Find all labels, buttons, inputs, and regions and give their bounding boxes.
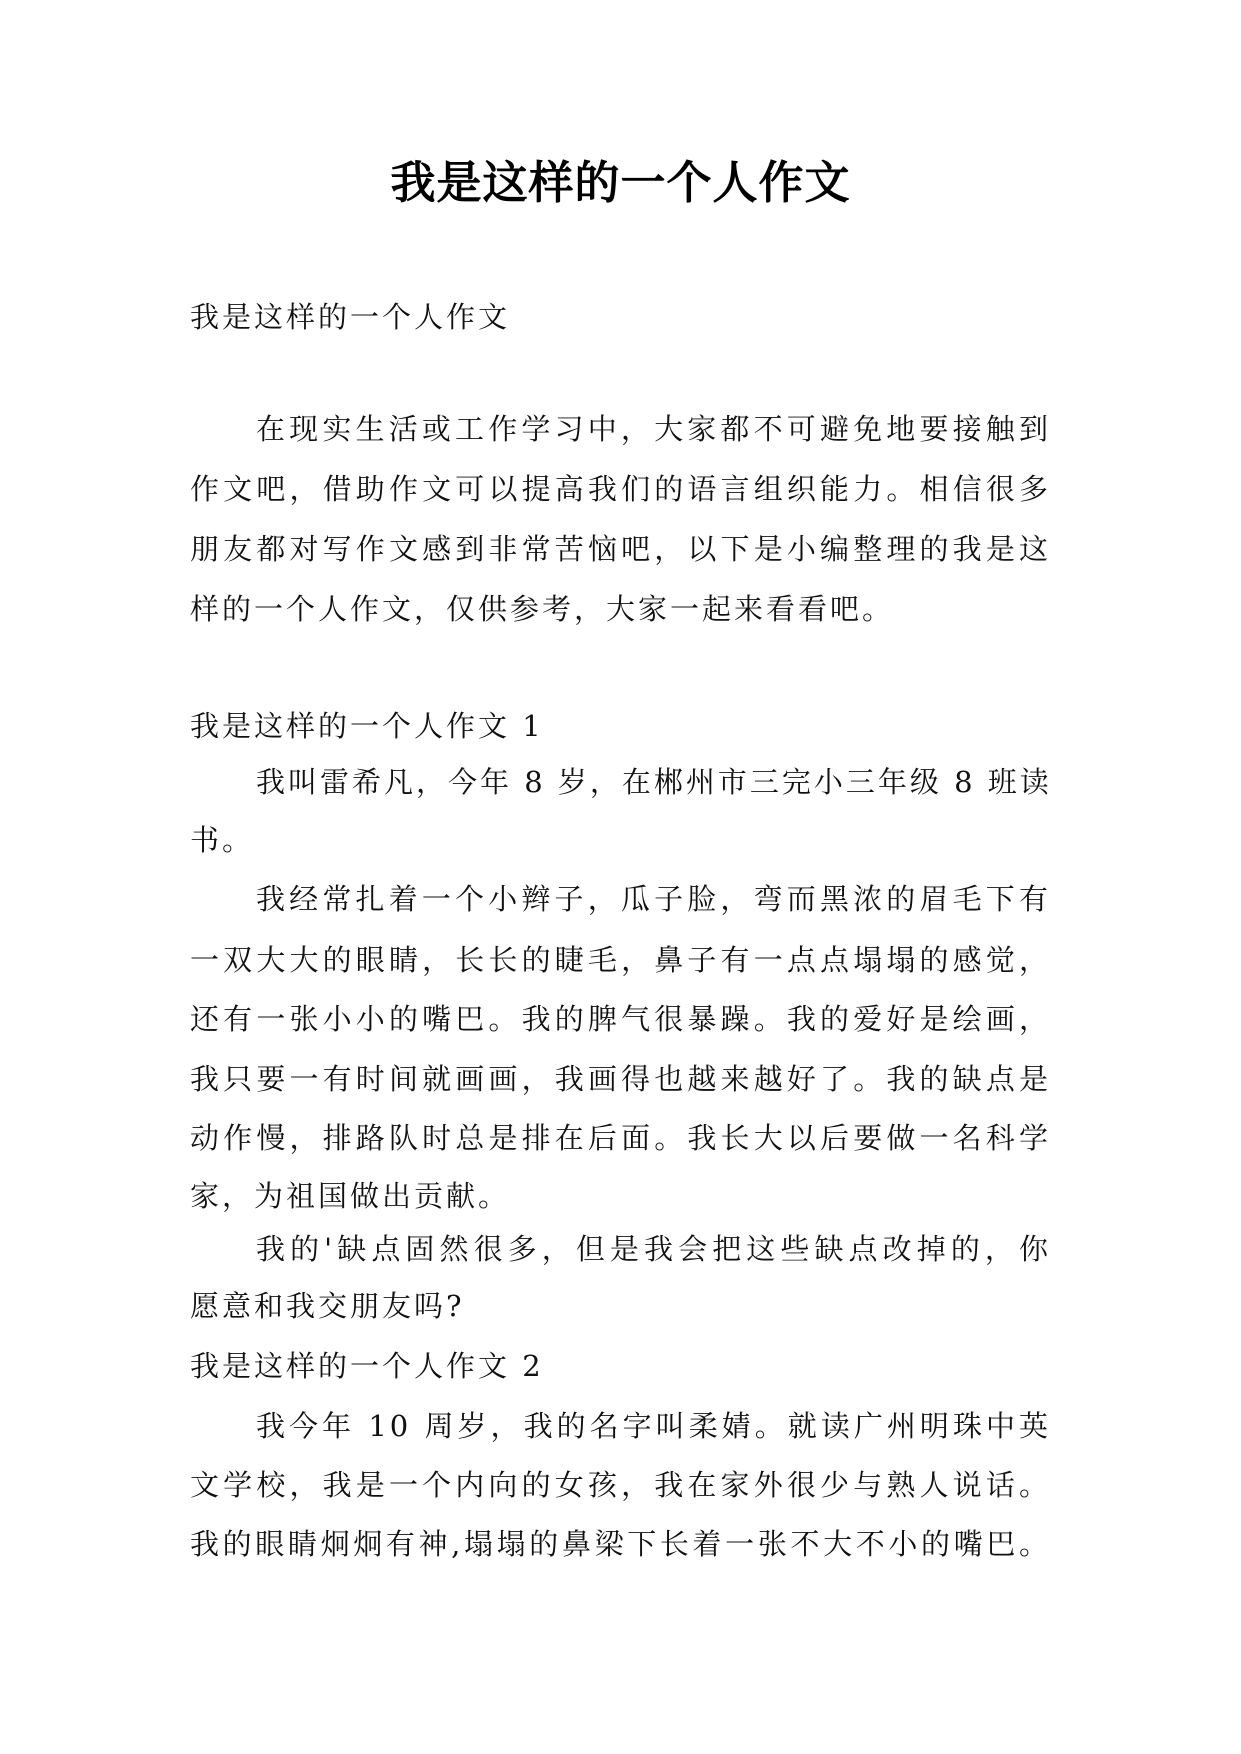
paragraph-line: 文学校，我是一个内向的女孩，我在家外很少与熟人说话。 (190, 1468, 1051, 1502)
paragraph-line: 我的'缺点固然很多，但是我会把这些缺点改掉的，你 (256, 1232, 1051, 1266)
paragraph-line: 我的眼睛炯炯有神,塌塌的鼻梁下长着一张不大不小的嘴巴。 (190, 1527, 1051, 1561)
paragraph-line: 我叫雷希凡，今年 8 岁，在郴州市三完小三年级 8 班读 (256, 765, 1052, 799)
paragraph-line: 朋友都对写作文感到非常苦恼吧，以下是小编整理的我是这 (190, 532, 1051, 566)
paragraph-line: 还有一张小小的嘴巴。我的脾气很暴躁。我的爱好是绘画， (190, 1002, 1051, 1036)
lead-line: 我是这样的一个人作文 (190, 300, 511, 334)
essay-heading: 我是这样的一个人作文 2 (190, 1349, 544, 1383)
paragraph-line: 我只要一有时间就画画，我画得也越来越好了。我的缺点是 (190, 1062, 1051, 1096)
essay-heading: 我是这样的一个人作文 1 (190, 709, 544, 743)
paragraph-line: 在现实生活或工作学习中，大家都不可避免地要接触到 (256, 412, 1051, 446)
paragraph-line: 我今年 10 周岁，我的名字叫柔婧。就读广州明珠中英 (256, 1409, 1051, 1443)
paragraph-line: 样的一个人作文，仅供参考，大家一起来看看吧。 (190, 592, 895, 626)
paragraph-line: 家，为祖国做出贡献。 (190, 1179, 511, 1213)
paragraph-line: 书。 (190, 823, 255, 857)
paragraph-line: 一双大大的眼睛，长长的睫毛，鼻子有一点点塌塌的感觉， (190, 943, 1051, 977)
paragraph-line: 我经常扎着一个小辫子，瓜子脸，弯而黑浓的眉毛下有 (256, 882, 1051, 916)
paragraph-line: 作文吧，借助作文可以提高我们的语言组织能力。相信很多 (190, 472, 1051, 506)
document-title: 我是这样的一个人作文 (390, 156, 851, 209)
paragraph-line: 愿意和我交朋友吗? (190, 1289, 465, 1323)
paragraph-line: 动作慢，排路队时总是排在后面。我长大以后要做一名科学 (190, 1121, 1051, 1155)
